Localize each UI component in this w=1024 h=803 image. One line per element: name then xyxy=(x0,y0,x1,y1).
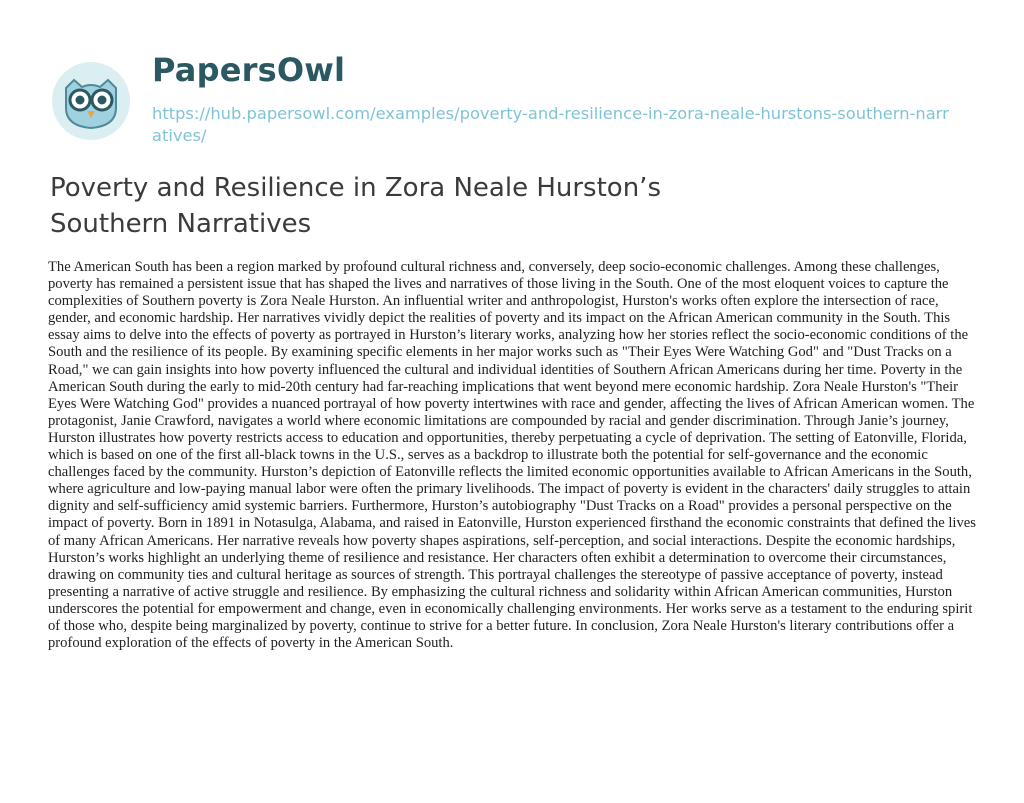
essay-title: Poverty and Resilience in Zora Neale Hurston’s Southern Narratives xyxy=(50,173,661,239)
brand-name: PapersOwl xyxy=(152,51,346,89)
page-header xyxy=(50,51,950,157)
source-url-link[interactable]: https://hub.papersowl.com/examples/poverty-and-resilience-in-zora-neale-hurstons-southern-narratives/ xyxy=(152,104,949,145)
essay-body: The American South has been a region marked by profound cultural richness and, conversely, deep socio-economic challenges. Among these challenges, poverty has remained a persistent issue that has shaped the lives and narratives of those living in the South. One of the most eloquent voices to capture the complexities of Southern poverty is Zora Neale Hurston. An influential writer and anthropologist, Hurston's works often explore the intersection of race, gender, and economic hardship. Her narratives vividly depict the realities of poverty and its impact on the African American community in the South. This essay aims to delve into the effects of poverty as portrayed in Hurston’s literary works, analyzing how her stories reflect the socio-economic conditions of the South and the resilience of its people. By examining specific elements in her major works such as "Their Eyes Were Watching God" and "Dust Tracks on a Road," we can gain insights into how poverty influenced the cultural and individual identities of Southern African Americans during her time. Poverty in the American South during the early to mid-20th century had far-reaching implications that went beyond mere economic hardship. Zora Neale Hurston's "Their Eyes Were Watching God" provides a nuanced portrayal of how poverty intertwines with race and gender, affecting the lives of African American women. The protagonist, Janie Crawford, navigates a world where economic limitations are compounded by racial and gender discrimination. Through Janie’s journey, Hurston illustrates how poverty restricts access to education and opportunities, thereby perpetuating a cycle of deprivation. The setting of Eatonville, Florida, which is based on one of the first all-black towns in the U.S., serves as a backdrop to illustrate both the potential for self-governance and the economic challenges faced by the community. Hurston’s depiction of Eatonville reflects the limited economic opportunities available to African Americans in the South, where agriculture and low-paying manual labor were often the primary livelihoods. The impact of poverty is evident in the characters' daily struggles to attain dignity and self-sufficiency amid systemic barriers. Furthermore, Hurston’s autobiography "Dust Tracks on a Road" provides a personal perspective on the impact of poverty. Born in 1891 in Notasulga, Alabama, and raised in Eatonville, Hurston experienced firsthand the economic constraints that defined the lives of many African Americans. Her narrative reveals how poverty shapes aspirations, self-perception, and social interactions. Despite the economic hardships, Hurston’s works highlight an underlying theme of resilience and resistance. Her characters often exhibit a determination to overcome their circumstances, drawing on community ties and cultural heritage as sources of strength. This portrayal challenges the stereotype of passive acceptance of poverty, instead presenting a narrative of active struggle and resilience. By emphasizing the cultural richness and solidarity within African American communities, Hurston underscores the potential for empowerment and change, even in economically challenging environments. Her works serve as a testament to the enduring spirit of those who, despite being marginalized by poverty, continue to strive for a better future. In conclusion, Zora Neale Hurston's literary contributions offer a profound exploration of the effects of poverty in the American South. xyxy=(48,259,976,652)
owl-logo-icon xyxy=(50,60,132,142)
